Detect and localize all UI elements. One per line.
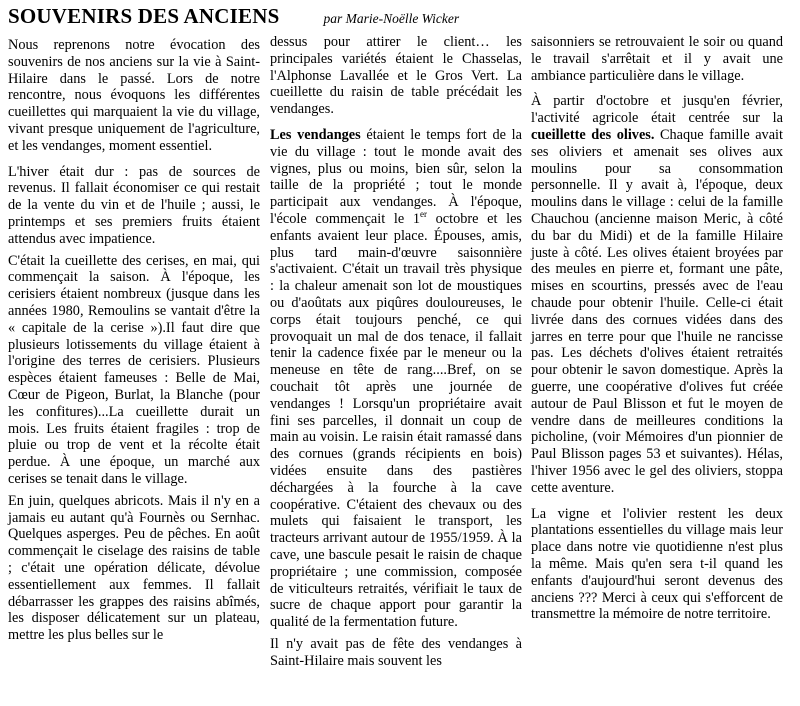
- intro-paragraph: Nous reprenons notre évocation des souvenirs de nos anciens sur la vie à Saint-Hilaire dans le passé. Lors de notre rencontre, nous évoquons les différentes cueillettes qui marquaient la vie du village, vivant presque uniquement de l'agriculture, et les vendanges, moment essentiel.: [8, 37, 260, 154]
- cherries-paragraph: C'était la cueillette des cerises, en mai, qui commençait la saison. À l'époque, les cerisiers étaient nombreux (jusque dans les années 1980, Remoulins se vantait d'être la « capitale de la cerise »).Il faut dire que plusieurs lotissements du village étaient à l'origine des terres de cerisiers. Plusieurs espèces étaient fameuses : Belle de Mai, Cœur de Pigeon, Burlat, la Blanche (pour les confitures)...La cueillette durait un mois. Les fruits étaient fragiles : trop de pluie ou trop de vent et la récolte était perdue. À une époque, un marché aux cerises se tenait dans le village.: [8, 252, 260, 487]
- seasonal-workers-paragraph: saisonniers se retrouvaient le soir ou quand le travail s'arrêtait et il y avait une ambiance particulière dans le village.: [531, 34, 783, 84]
- olives-paragraph: [531, 93, 783, 496]
- harvest-heading: Les vendanges: [270, 126, 361, 143]
- summer-paragraph: En juin, quelques abricots. Mais il n'y en a jamais eu autant qu'à Fournès ou Sernhac. Quelques asperges. Peu de pêches. En août commençait le ciselage des raisins de table ; c'était une opération délicate, dévolue essentiellement aux femmes. Il fallait débarrasser les grappes des raisins abîmés, les disposer délicatement sur un plateau, mettre les plus belles sur le: [8, 492, 260, 644]
- winter-paragraph: L'hiver était dur : pas de sources de revenus. Il fallait économiser ce qui restait de la vente du vin et de l'huile ; aussi, le printemps et ses premiers fruits étaient attendus avec impatience.: [8, 163, 260, 247]
- conclusion-paragraph: La vigne et l'olivier restent les deux plantations essentielles du village mais leur place dans notre vie quotidienne n'est plus la même. Mais qu'en sera t-il quand les enfants d'aujourd'hui seront devenus des anciens ??? Merci à ceux qui s'efforcent de transmettre la mémoire de notre territoire.: [531, 505, 783, 623]
- column-1: [8, 37, 260, 649]
- article-header: [8, 4, 459, 34]
- olives-text-a: À partir d'octobre et jusqu'en février, l'activité agricole était centrée sur la: [531, 93, 783, 127]
- column-3: [531, 34, 783, 628]
- author-byline: par Marie-Noëlle Wicker: [323, 11, 460, 26]
- article-title: SOUVENIRS DES ANCIENS: [8, 4, 280, 28]
- harvest-festival-paragraph: Il n'y avait pas de fête des vendanges à Saint-Hilaire mais souvent les: [270, 635, 522, 669]
- ordinal-suffix: er: [419, 209, 427, 220]
- harvest-text-b: octobre et les enfants avaient leur place. Épouses, amis, plus tard main-d'œuvre saisonnière s'activaient. C'était un travail très physique : la chaleur amenait son lot de moustiques ou d'aoûtats aux piqûres douloureuses, le corps était toujours penché, ce qui provoquait un mal de dos tenace, il fallait tenir la cadence fixée par le meneur ou la meneuse en tête de rang....Bref, on se couchait tôt après une journée de vendanges ! Lorsqu'un propriétaire avait fini ses parcelles, il donnait un coup de main au voisin. Le raisin était ramassé dans des cornues (grands récipients en bois) vidées ensuite dans des pastières déchargées à la fourche à la cave coopérative. C'étaient des chevaux ou des mulets qui faisaient le transport, les tracteurs arrivant autour de 1955/1959. À la cave, une bascule pesait le raisin de chaque propriétaire ; une commission, composée de viticulteurs retraités, vérifiait le taux de sucre de chaque apport pour garantir la qualité de la fermentation future.: [270, 210, 522, 631]
- column-2: [270, 34, 522, 674]
- harvest-text-a: étaient le temps fort de la vie du village : tout le monde avait des vignes, plus ou moins, bien sûr, selon la taille de la propriété ; tout le monde participait aux vendanges. À l'époque, l'école commençait le 1: [270, 126, 522, 227]
- table-grapes-paragraph: dessus pour attirer le client… les principales variétés étaient le Chasselas, l'Alphonse Lavallée et le Gros Vert. La cueillette du raisin de table précédait les vendanges.: [270, 34, 522, 118]
- harvest-paragraph: [270, 127, 522, 631]
- olives-text-b: Chaque famille avait ses oliviers et amenait ses olives aux moulins pour sa consommation personnelle. Il y avait à, l'époque, deux moulins dans le village : celui de la famille Chauchou (ancienne maison Meric, à côté du bar du Midi) et de la famille Hilaire juste à côté. Les olives étaient broyées par des meules en pierre et, formant une pâte, mises en scourtins, pressés avec de l'eau chaude pour obtenir l'huile. Celle-ci était livrée dans des cornues vidées dans des jarres en terre pour que l'huile ne rancisse pas. Les déchets d'olives étaient retraités pour obtenir le savon domestique. Après la guerre, une coopérative d'olives fut créée autour de Paul Blisson et fut le moyen de vendre dans de meilleures conditions la picholine, (voir Mémoires d'un pionnier de Paul Blisson pages 53 et suivantes). Hélas, l'hiver 1956 avec le gel des oliviers, stoppa cette aventure.: [531, 126, 783, 496]
- olives-heading: cueillette des olives.: [531, 126, 655, 143]
